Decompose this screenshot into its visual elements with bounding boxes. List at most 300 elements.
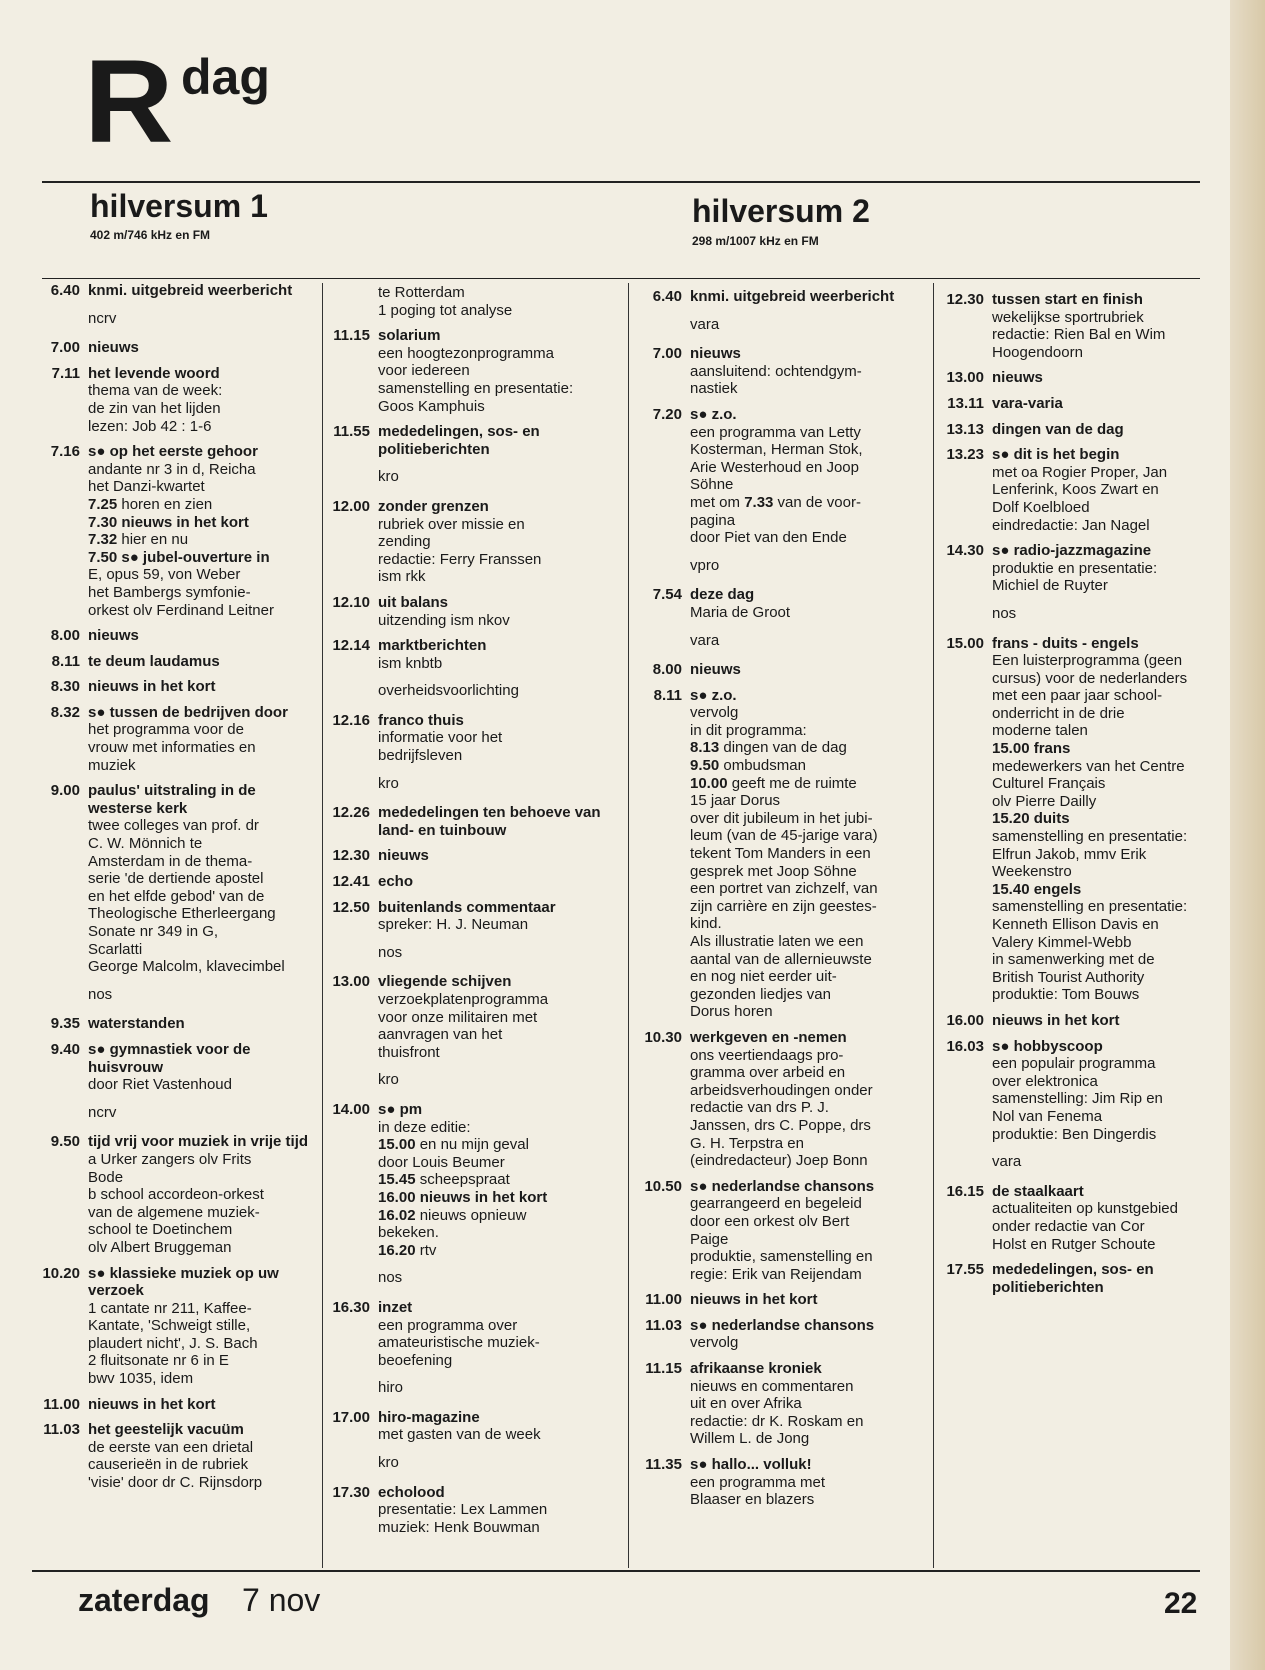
program-body bbox=[690, 1178, 912, 1284]
program-body bbox=[690, 1317, 912, 1352]
program-entry bbox=[42, 1421, 317, 1491]
program-body bbox=[378, 804, 613, 839]
program-entry bbox=[636, 345, 912, 398]
program-detail-line: Hoogendoorn bbox=[992, 343, 1083, 361]
program-detail-line: (eindredacteur) Joep Bonn bbox=[690, 1152, 868, 1170]
program-detail-line: Maria de Groot bbox=[690, 603, 791, 621]
program-title: marktberichten bbox=[378, 637, 487, 655]
program-detail-line: het programma voor de bbox=[88, 721, 244, 739]
program-body bbox=[690, 586, 912, 621]
program-detail-line: gesprek met Joop Söhne bbox=[690, 862, 857, 880]
program-time: 13.00 bbox=[946, 369, 984, 387]
program-title: mededelingen ten behoeve van land- en tuinbouw bbox=[378, 804, 601, 839]
program-title: nieuws bbox=[690, 661, 741, 679]
program-title: inzet bbox=[378, 1298, 413, 1316]
program-detail-line: Elfrun Jakob, mmv Erik bbox=[992, 845, 1147, 863]
program-title: uit balans bbox=[378, 593, 449, 611]
program-detail-line: cursus) voor de nederlanders bbox=[992, 669, 1188, 687]
program-detail-line: redactie van drs P. J. bbox=[690, 1099, 829, 1117]
program-entry bbox=[326, 1101, 613, 1259]
program-time: 12.26 bbox=[332, 804, 370, 822]
program-entry bbox=[636, 1178, 912, 1284]
program-entry bbox=[938, 1261, 1223, 1296]
program-title: afrikaanse kroniek bbox=[690, 1360, 822, 1378]
program-entry bbox=[326, 327, 613, 415]
program-time: 14.30 bbox=[946, 542, 984, 560]
column-divider-2 bbox=[628, 283, 629, 1568]
program-time: 13.11 bbox=[947, 394, 984, 412]
program-detail-line: 8.13 dingen van de dag bbox=[690, 739, 847, 757]
broadcaster-label: vpro bbox=[690, 556, 720, 574]
broadcaster-label: nos bbox=[378, 1269, 403, 1287]
program-detail-line: Willem L. de Jong bbox=[690, 1430, 810, 1448]
program-body bbox=[378, 1409, 613, 1444]
program-detail-line: Lenferink, Koos Zwart en bbox=[992, 481, 1159, 499]
program-body bbox=[992, 1183, 1223, 1253]
program-time: 16.15 bbox=[946, 1182, 984, 1200]
program-detail-line: Kenneth Ellison Davis en bbox=[992, 916, 1159, 933]
program-body bbox=[88, 678, 317, 696]
program-detail-line: Bode bbox=[88, 1168, 124, 1186]
program-title: solarium bbox=[378, 327, 441, 345]
program-detail-line: British Tourist Authority bbox=[992, 968, 1145, 986]
program-time bbox=[326, 284, 370, 319]
program-detail-line: 15.00 frans bbox=[992, 740, 1071, 758]
program-detail-line: een programma van Letty bbox=[690, 423, 861, 441]
program-entry bbox=[42, 704, 317, 774]
program-body bbox=[690, 1029, 912, 1170]
program-detail-line: aantal van de allernieuwste bbox=[690, 950, 872, 968]
program-title: nieuws in het kort bbox=[88, 678, 216, 696]
program-entry bbox=[42, 678, 317, 696]
program-time: 12.30 bbox=[946, 291, 984, 308]
program-entry bbox=[326, 594, 613, 629]
program-detail-line: door Piet van den Ende bbox=[690, 529, 847, 547]
program-detail-line: twee colleges van prof. dr bbox=[88, 817, 259, 835]
program-detail-line: vervolg bbox=[690, 704, 739, 722]
program-detail-line: aansluitend: ochtendgym- bbox=[690, 362, 862, 380]
program-detail-line: Paige bbox=[690, 1230, 729, 1248]
program-time: 17.30 bbox=[332, 1483, 370, 1501]
program-entry bbox=[42, 365, 317, 435]
program-entry bbox=[42, 282, 317, 300]
program-detail-line: Dorus horen bbox=[690, 1003, 773, 1021]
program-entry bbox=[938, 1012, 1223, 1030]
header-rule bbox=[42, 278, 1200, 279]
program-body bbox=[992, 1012, 1223, 1030]
program-time: 9.50 bbox=[50, 1133, 80, 1151]
program-body bbox=[378, 594, 613, 629]
program-title: de staalkaart bbox=[992, 1182, 1084, 1200]
program-detail-line: met een paar jaar school- bbox=[992, 687, 1163, 705]
program-entry bbox=[938, 369, 1223, 387]
program-time: 10.50 bbox=[644, 1177, 682, 1195]
program-detail-line: door Riet Vastenhoud bbox=[88, 1076, 232, 1094]
program-detail-line: Dolf Koelbloed bbox=[992, 498, 1090, 516]
program-time: 9.40 bbox=[50, 1040, 80, 1058]
program-time: 10.30 bbox=[644, 1028, 682, 1046]
program-detail-line: samenstelling: Jim Rip en bbox=[992, 1090, 1163, 1108]
program-entry bbox=[326, 804, 613, 839]
program-detail-line: amateuristische muziek- bbox=[378, 1334, 540, 1352]
program-entry bbox=[326, 847, 613, 865]
broadcaster-label: vara bbox=[992, 1153, 1022, 1171]
column-divider-3 bbox=[933, 283, 934, 1568]
program-detail-line: redactie: dr K. Roskam en bbox=[690, 1412, 864, 1430]
broadcaster-label: nos bbox=[378, 943, 403, 961]
program-body bbox=[88, 704, 317, 774]
program-title: buitenlands commentaar bbox=[378, 898, 556, 916]
program-time: 16.30 bbox=[332, 1298, 370, 1316]
program-entry bbox=[636, 1360, 912, 1448]
program-entry bbox=[42, 1015, 317, 1033]
program-entry bbox=[938, 446, 1223, 534]
program-title: het geestelijk vacuüm bbox=[88, 1421, 244, 1439]
program-detail-line: samenstelling en presentatie: bbox=[992, 898, 1188, 916]
program-body bbox=[378, 1299, 613, 1369]
program-entry bbox=[636, 1029, 912, 1170]
program-detail-line: een portret van zichzelf, van bbox=[690, 880, 878, 898]
program-entry bbox=[326, 284, 613, 319]
program-detail-line: ism knbtb bbox=[378, 654, 443, 672]
program-time: 15.00 bbox=[946, 634, 984, 652]
footer-date: 7 nov bbox=[242, 1582, 321, 1618]
program-body bbox=[690, 406, 912, 547]
program-detail-line: door Louis Beumer bbox=[378, 1153, 505, 1171]
program-title: s● z.o. bbox=[690, 405, 737, 423]
program-time: 12.00 bbox=[332, 497, 370, 515]
program-detail-line: te Rotterdam bbox=[378, 284, 465, 301]
program-time: 12.16 bbox=[332, 711, 370, 729]
program-detail-line: het Danzi-kwartet bbox=[88, 478, 205, 496]
program-time: 16.00 bbox=[946, 1011, 984, 1029]
program-detail-line: Theologische Etherleergang bbox=[88, 905, 276, 923]
program-detail-line: Holst en Rutger Schoute bbox=[992, 1235, 1156, 1253]
program-detail-line: de eerste van een drietal bbox=[88, 1438, 254, 1456]
program-title: te deum laudamus bbox=[88, 652, 220, 670]
program-body bbox=[992, 1038, 1223, 1144]
program-body bbox=[88, 1265, 317, 1388]
program-time: 7.16 bbox=[50, 443, 80, 461]
program-body bbox=[690, 1456, 912, 1509]
program-body bbox=[378, 712, 613, 765]
program-detail-line: actualiteiten op kunstgebied bbox=[992, 1200, 1178, 1218]
program-title: zonder grenzen bbox=[378, 497, 489, 515]
program-time: 7.00 bbox=[50, 339, 80, 357]
program-detail-line: onderricht in de drie bbox=[992, 704, 1125, 722]
program-title: s● nederlandse chansons bbox=[690, 1316, 875, 1334]
station-freq-1: 402 m/746 kHz en FM bbox=[90, 228, 211, 242]
program-body bbox=[88, 1041, 317, 1094]
program-body bbox=[378, 1484, 613, 1537]
program-detail-line: E, opus 59, von Weber bbox=[88, 566, 241, 584]
schedule-column-3 bbox=[636, 288, 912, 1517]
program-detail-line: George Malcolm, klavecimbel bbox=[88, 958, 285, 976]
program-detail-line: samenstelling en presentatie: bbox=[992, 828, 1188, 846]
program-time: 14.00 bbox=[332, 1100, 370, 1118]
program-detail-line: lezen: Job 42 : 1-6 bbox=[88, 417, 212, 435]
program-time: 8.11 bbox=[653, 686, 682, 704]
program-detail-line: in deze editie: bbox=[378, 1118, 471, 1136]
program-detail-line: voor onze militairen met bbox=[378, 1008, 538, 1026]
program-detail-line: over elektronica bbox=[992, 1072, 1098, 1090]
program-title: echolood bbox=[378, 1483, 445, 1501]
program-detail-line: 7.25 horen en zien bbox=[88, 495, 213, 513]
program-time: 11.15 bbox=[333, 327, 370, 345]
program-detail-line: met om 7.33 van de voor- bbox=[690, 493, 861, 511]
program-entry bbox=[42, 443, 317, 619]
program-entry bbox=[326, 873, 613, 891]
program-time: 7.00 bbox=[652, 345, 682, 363]
program-time: 6.40 bbox=[652, 288, 682, 305]
program-detail-line: arbeidsverhoudingen onder bbox=[690, 1081, 873, 1099]
program-body bbox=[378, 847, 613, 865]
program-title: franco thuis bbox=[378, 711, 464, 729]
program-title: nieuws in het kort bbox=[690, 1291, 818, 1309]
program-title: het levende woord bbox=[88, 364, 220, 382]
program-time: 12.14 bbox=[332, 637, 370, 655]
program-detail-line: Nol van Fenema bbox=[992, 1107, 1103, 1125]
broadcaster-label: vara bbox=[690, 631, 720, 649]
program-detail-line: informatie voor het bbox=[378, 729, 503, 747]
program-detail-line: in samenwerking met de bbox=[992, 951, 1155, 969]
program-detail-line: tekent Tom Manders in een bbox=[690, 845, 871, 863]
program-time: 8.32 bbox=[50, 703, 80, 721]
broadcaster-label: nos bbox=[88, 985, 113, 1003]
program-detail-line: zijn carrière en zijn geestes- bbox=[690, 897, 877, 915]
program-time: 13.00 bbox=[332, 973, 370, 991]
program-title: nieuws bbox=[378, 847, 429, 865]
program-detail-line: het Bambergs symfonie- bbox=[88, 583, 251, 601]
program-entry bbox=[42, 1041, 317, 1094]
program-detail-line: gramma over arbeid en bbox=[690, 1064, 846, 1082]
program-entry bbox=[42, 339, 317, 357]
program-detail-line: 1 cantate nr 211, Kaffee- bbox=[88, 1299, 252, 1317]
program-entry bbox=[326, 498, 613, 586]
program-detail-line: van de algemene muziek- bbox=[88, 1203, 260, 1221]
column-divider-1 bbox=[322, 283, 323, 1568]
program-entry bbox=[326, 423, 613, 458]
program-body bbox=[378, 423, 613, 458]
program-detail-line: b school accordeon-orkest bbox=[88, 1186, 264, 1204]
program-body bbox=[690, 288, 912, 306]
bottom-rule bbox=[32, 1570, 1200, 1572]
program-detail-line: uit en over Afrika bbox=[690, 1395, 802, 1413]
program-body bbox=[992, 421, 1223, 439]
program-body bbox=[378, 284, 613, 319]
program-title: paulus' uitstraling in de westerse kerk bbox=[88, 782, 256, 817]
program-detail-line: 16.20 rtv bbox=[378, 1241, 437, 1259]
program-detail-line: 16.02 nieuws opnieuw bbox=[378, 1206, 527, 1224]
program-entry bbox=[42, 782, 317, 976]
program-detail-line: Culturel Français bbox=[992, 775, 1106, 793]
program-detail-line: Janssen, drs C. Poppe, drs bbox=[690, 1116, 871, 1134]
station-title-1: hilversum 1 bbox=[90, 188, 268, 224]
program-title: nieuws in het kort bbox=[992, 1011, 1120, 1029]
program-detail-line: Valery Kimmel-Webb bbox=[992, 933, 1132, 951]
program-body bbox=[690, 687, 912, 1021]
program-body bbox=[88, 339, 317, 357]
program-entry bbox=[326, 712, 613, 765]
program-detail-line: serie 'de dertiende apostel bbox=[88, 870, 264, 888]
program-title: nieuws in het kort bbox=[88, 1395, 216, 1413]
program-title: knmi. uitgebreid weerbericht bbox=[88, 282, 293, 299]
program-detail-line: gearrangeerd en begeleid bbox=[690, 1195, 862, 1213]
program-body bbox=[88, 782, 317, 976]
program-title: nieuws bbox=[88, 339, 139, 357]
program-detail-line: plaudert nicht', J. S. Bach bbox=[88, 1334, 258, 1352]
program-time: 13.13 bbox=[946, 420, 984, 438]
program-detail-line: vervolg bbox=[690, 1334, 739, 1352]
schedule-column-4 bbox=[938, 291, 1223, 1304]
program-detail-line: a Urker zangers olv Frits bbox=[88, 1150, 252, 1168]
program-entry bbox=[636, 661, 912, 679]
program-body bbox=[378, 1101, 613, 1259]
program-entry bbox=[326, 973, 613, 1061]
program-entry bbox=[636, 687, 912, 1021]
program-time: 11.03 bbox=[43, 1421, 80, 1439]
program-detail-line: spreker: H. J. Neuman bbox=[378, 916, 529, 934]
program-detail-line: nieuws en commentaren bbox=[690, 1377, 854, 1395]
program-detail-line: eindredactie: Jan Nagel bbox=[992, 516, 1150, 534]
program-detail-line: in dit programma: bbox=[690, 721, 807, 739]
program-title: nieuws bbox=[992, 369, 1043, 387]
program-body bbox=[88, 627, 317, 645]
program-entry bbox=[636, 406, 912, 547]
program-title: nieuws bbox=[88, 627, 139, 645]
program-detail-line: causerieën in de rubriek bbox=[88, 1456, 249, 1474]
program-detail-line: verzoekplatenprogramma bbox=[378, 991, 549, 1008]
program-title: waterstanden bbox=[88, 1015, 185, 1033]
program-title: s● hallo... volluk! bbox=[690, 1456, 812, 1474]
station-title-2: hilversum 2 bbox=[692, 193, 870, 229]
program-time: 12.50 bbox=[332, 898, 370, 916]
program-title: s● op het eerste gehoor bbox=[88, 443, 258, 461]
broadcaster-label: ncrv bbox=[88, 1103, 117, 1121]
program-time: 11.00 bbox=[645, 1291, 682, 1309]
program-detail-line: leum (van de 45-jarige vara) bbox=[690, 827, 878, 845]
program-body bbox=[88, 1396, 317, 1414]
program-detail-line: beoefening bbox=[378, 1351, 453, 1369]
program-detail-line: Sonate nr 349 in G, bbox=[88, 923, 219, 940]
program-detail-line: redactie: Ferry Franssen bbox=[378, 550, 542, 568]
broadcaster-label: nos bbox=[992, 604, 1017, 622]
program-body bbox=[378, 899, 613, 934]
program-title: s● pm bbox=[378, 1100, 423, 1118]
program-detail-line: Kosterman, Herman Stok, bbox=[690, 441, 863, 459]
logo-word: dag bbox=[181, 49, 270, 105]
program-detail-line: 7.32 hier en nu bbox=[88, 531, 189, 549]
program-time: 17.55 bbox=[946, 1261, 984, 1279]
program-detail-line: door een orkest olv Bert bbox=[690, 1212, 850, 1230]
program-time: 12.10 bbox=[332, 593, 370, 611]
program-detail-line: andante nr 3 in d, Reicha bbox=[88, 460, 256, 478]
program-detail-line: school te Doetinchem bbox=[88, 1221, 233, 1239]
program-title: dingen van de dag bbox=[992, 420, 1124, 438]
program-time: 6.40 bbox=[50, 282, 80, 299]
program-detail-line: Goos Kamphuis bbox=[378, 397, 485, 415]
program-detail-line: ism rkk bbox=[378, 568, 426, 586]
program-title: echo bbox=[378, 873, 414, 891]
program-body bbox=[88, 653, 317, 671]
program-body bbox=[992, 395, 1223, 413]
program-time: 8.30 bbox=[50, 678, 80, 696]
program-detail-line: olv Albert Bruggeman bbox=[88, 1238, 232, 1256]
program-detail-line: een programma over bbox=[378, 1316, 518, 1334]
program-title: deze dag bbox=[690, 586, 755, 604]
program-entry bbox=[938, 291, 1223, 361]
program-entry bbox=[636, 586, 912, 621]
program-body bbox=[378, 498, 613, 586]
program-time: 17.00 bbox=[332, 1408, 370, 1426]
program-detail-line: gezonden liedjes van bbox=[690, 985, 831, 1003]
program-title: frans - duits - engels bbox=[992, 634, 1139, 652]
program-title: s● gymnastiek voor de huisvrouw bbox=[88, 1040, 251, 1076]
program-detail-line: Blaaser en blazers bbox=[690, 1491, 815, 1509]
top-rule bbox=[42, 181, 1200, 183]
program-title: tijd vrij voor muziek in vrije tijd bbox=[88, 1133, 309, 1151]
program-title: s● nederlandse chansons bbox=[690, 1177, 875, 1195]
program-entry bbox=[42, 627, 317, 645]
program-entry bbox=[42, 653, 317, 671]
schedule-column-2 bbox=[326, 284, 613, 1544]
program-detail-line: Arie Westerhoud en Joop bbox=[690, 458, 859, 476]
program-body bbox=[88, 443, 317, 619]
program-detail-line: 15.45 scheepspraat bbox=[378, 1171, 510, 1189]
program-entry bbox=[326, 1299, 613, 1369]
program-entry bbox=[636, 1317, 912, 1352]
program-time: 11.03 bbox=[645, 1316, 682, 1334]
program-entry bbox=[636, 1291, 912, 1309]
program-title: vliegende schijven bbox=[378, 973, 512, 991]
program-detail-line: Een luisterprogramma (geen bbox=[992, 652, 1183, 670]
program-detail-line: medewerkers van het Centre bbox=[992, 757, 1185, 775]
program-detail-line: olv Pierre Dailly bbox=[992, 792, 1097, 810]
program-detail-line: een hoogtezonprogramma bbox=[378, 344, 554, 362]
program-detail-line: samenstelling en presentatie: bbox=[378, 379, 574, 397]
broadcaster-label: hiro bbox=[378, 1379, 404, 1397]
program-body bbox=[992, 291, 1223, 361]
program-entry bbox=[938, 1038, 1223, 1144]
program-detail-line: voor iedereen bbox=[378, 362, 470, 380]
program-body bbox=[992, 369, 1223, 387]
program-detail-line: nastiek bbox=[690, 380, 738, 398]
program-title: mededelingen, sos- en politieberichten bbox=[992, 1261, 1154, 1296]
program-detail-line: C. W. Mönnich te bbox=[88, 835, 203, 853]
program-detail-line: 10.00 geeft me de ruimte bbox=[690, 774, 857, 792]
program-title: werkgeven en -nemen bbox=[690, 1028, 847, 1046]
program-detail-line: Söhne bbox=[690, 476, 734, 494]
program-time: 9.35 bbox=[50, 1015, 80, 1033]
program-time: 7.54 bbox=[652, 586, 682, 604]
program-detail-line: wekelijkse sportrubriek bbox=[992, 308, 1144, 326]
program-entry bbox=[938, 542, 1223, 595]
program-detail-line: pagina bbox=[690, 511, 736, 529]
program-body bbox=[690, 661, 912, 679]
program-body bbox=[88, 1015, 317, 1033]
program-body bbox=[992, 542, 1223, 595]
page-number: 22 bbox=[1164, 1587, 1198, 1620]
program-detail-line: aanvragen van het bbox=[378, 1026, 503, 1044]
program-entry bbox=[42, 1133, 317, 1256]
program-detail-line: moderne talen bbox=[992, 722, 1088, 740]
broadcaster-label: kro bbox=[378, 774, 399, 792]
program-body bbox=[378, 637, 613, 672]
program-entry bbox=[326, 899, 613, 934]
program-title: s● radio-jazzmagazine bbox=[992, 542, 1152, 560]
program-detail-line: met gasten van de week bbox=[378, 1426, 541, 1444]
program-detail-line: produktie en presentatie: bbox=[992, 559, 1158, 577]
